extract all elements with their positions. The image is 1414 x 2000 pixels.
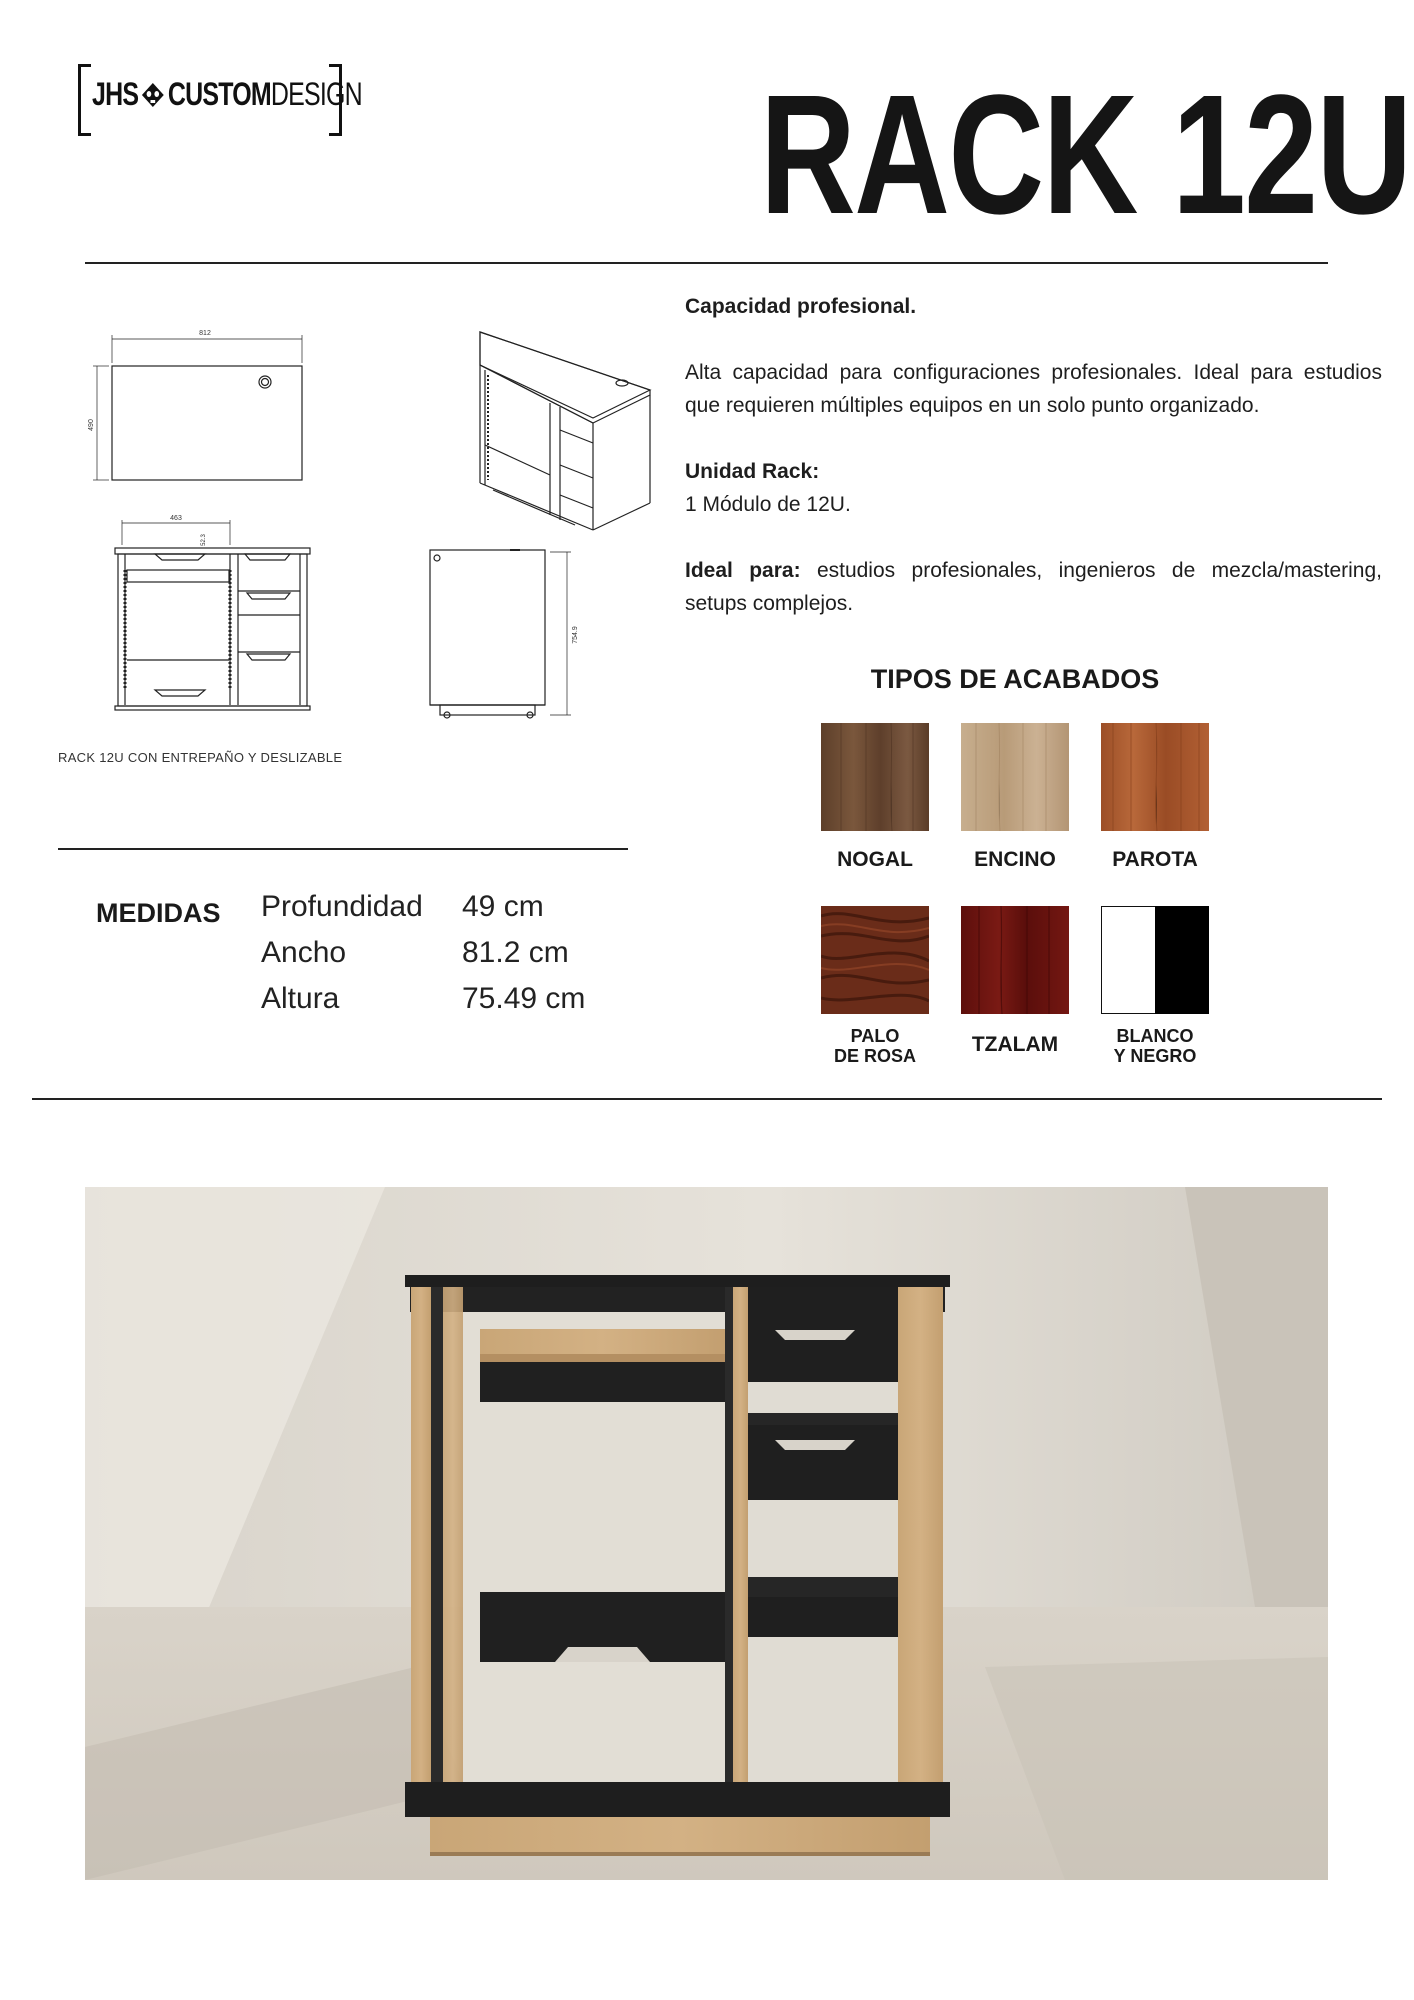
medida-label: Profundidad [261,890,423,923]
isometric-drawing [480,332,650,530]
drawing-caption: RACK 12U CON ENTREPAÑO Y DESLIZABLE [58,750,343,765]
description-heading: Capacidad profesional. [685,295,917,318]
logo-text-design: DESIGN [270,76,362,112]
finish-label-parota: PAROTA [1112,848,1198,871]
brand-logo [78,64,362,130]
finish-label-blanco-y-negro: BLANCO Y NEGRO [1113,1026,1197,1066]
logo-bracket-right [329,64,342,136]
medida-value: 75.49 cm [462,982,586,1015]
swatch-nogal [821,723,929,831]
swatch-blanco-y-negro [1101,906,1209,1014]
finish-label-tzalam: TZALAM [971,1033,1059,1056]
ideal-for-block [685,554,1382,620]
medida-label: Altura [261,982,340,1015]
dim-top-depth: 490 [88,419,95,431]
swatch-palo-de-rosa [821,906,929,1014]
description-body: Alta capacidad para configuraciones profesionales. Ideal para estudios que requieren múltiples equipos en un solo punto organizado. [685,361,1382,417]
finish-label-encino: ENCINO [974,848,1056,871]
medidas-title: MEDIDAS [96,898,221,928]
medida-value: 49 cm [462,890,544,923]
medida-value: 81.2 cm [462,936,569,969]
swatch-parota [1101,723,1209,831]
front-view-drawing [115,515,310,710]
dim-front-small: 52.3 [201,534,207,546]
logo-bracket-left [78,64,91,136]
side-view-drawing [430,550,579,718]
divider-top [85,262,1328,264]
rack-unit-value: 1 Módulo de 12U. [685,493,851,516]
dim-top-width: 812 [199,330,211,337]
ideal-for-value: estudios profesionales, ingenieros de mezcla/mastering, setups complejos. [685,559,1382,615]
rack-unit-block [685,455,1382,521]
divider-bottom [32,1098,1382,1100]
logo-text-custom: CUSTOM [167,76,271,112]
finishes-title: TIPOS DE ACABADOS [870,664,1160,694]
rack-illustration [405,1275,950,1856]
description-column [685,290,1382,653]
top-view-drawing [88,330,302,480]
rack-unit-label: Unidad Rack: [685,460,820,483]
swatch-encino [961,723,1069,831]
logo-text-jhs: JHS [92,76,139,112]
product-photo [85,1187,1328,1880]
dim-side-height: 754.9 [572,626,579,644]
skull-icon [141,82,164,108]
ideal-for-label: Ideal para: [685,559,801,582]
page-title: RACK 12U [760,60,1411,250]
medida-label: Ancho [261,936,347,969]
technical-drawings [55,315,675,755]
finish-label-nogal: NOGAL [837,848,913,871]
logo-wordmark [92,76,362,113]
divider-medidas [58,848,628,850]
swatch-tzalam [961,906,1069,1014]
dim-front-width: 463 [170,515,182,522]
finish-label-palo-de-rosa: PALO DE ROSA [833,1026,916,1066]
